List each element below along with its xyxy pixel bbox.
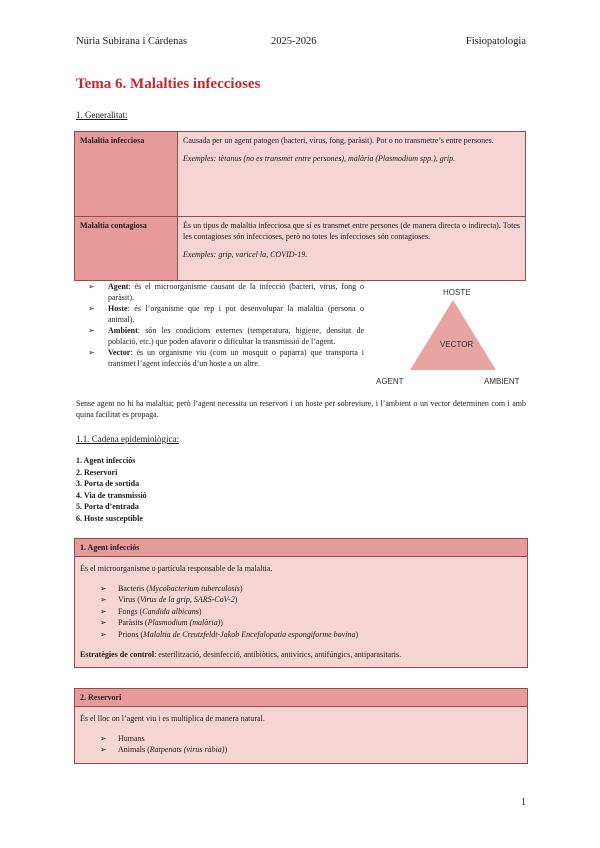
- arrow-bullet-icon: ➢: [100, 595, 107, 605]
- arrow-bullet-icon: ➢: [88, 326, 95, 336]
- list-item: ➢ Paràsits (Plasmodium (malària)): [100, 618, 223, 628]
- arrow-bullet-icon: ➢: [100, 606, 107, 616]
- list-item: ➢ Bacteris (Mycobacterium tuberculosis): [100, 583, 243, 593]
- box-intro: És el microorganisme o partícula responsable de la malaltia.: [80, 564, 273, 573]
- arrow-bullet-icon: ➢: [100, 629, 107, 639]
- list-item: [88, 348, 364, 369]
- bullet-term: Agent: [108, 282, 129, 291]
- bullet-text: : és l’organisme que rep i pot desenvolupar la malaltia (persona o animal).: [108, 304, 364, 324]
- bullet-text: : són les condicions externes (temperatura, higiene, densitat de població, etc.) que poden afavorir o dificultar la transmissió de l’agent.: [108, 326, 364, 346]
- list-item: 5. Porta d’entrada: [76, 502, 139, 512]
- bullet-term: Ambient: [108, 326, 138, 336]
- box-body: [75, 707, 527, 763]
- arrow-bullet-icon: ➢: [100, 583, 107, 593]
- arrow-bullet-icon: ➢: [100, 733, 107, 743]
- arrow-bullet-icon: ➢: [88, 304, 95, 314]
- definition-cell: [178, 132, 526, 217]
- page-title: Tema 6. Malalties infeccioses: [76, 76, 261, 92]
- arrow-bullet-icon: ➢: [88, 282, 95, 291]
- definition-example: Exemples: grip, varicel·la, COVID-19.: [183, 249, 308, 259]
- box-heading: 1. Agent infecciós: [75, 539, 527, 557]
- list-item: [88, 282, 364, 303]
- triangle-label-ambient: AMBIENT: [484, 377, 520, 386]
- list-item: [88, 304, 364, 325]
- bullet-text: : és un organisme viu (com un mosquit o paparra) que transporta i transmet l’agent infecciós d’un hoste a un altre.: [108, 348, 364, 368]
- bullet-text: : és el microorganisme causant de la infecció (bacteri, virus, fong o paràsit).: [108, 282, 364, 302]
- triangle-label-agent: AGENT: [376, 377, 404, 386]
- table-row: [75, 217, 526, 281]
- list-item: 6. Hoste susceptible: [76, 513, 143, 523]
- arrow-bullet-icon: ➢: [100, 618, 107, 628]
- list-item: ➢ Fongs (Candida albicans): [100, 606, 202, 616]
- list-item: 3. Porta de sortida: [76, 479, 140, 489]
- definitions-table: [74, 131, 526, 281]
- box-body: [75, 557, 527, 667]
- definition-text: Causada per un agent patogen (bacteri, virus, fong, paràsit). Pot o no transmetre’s entre persones.: [183, 136, 494, 145]
- table-row: [75, 132, 526, 217]
- arrow-bullet-icon: ➢: [88, 348, 95, 358]
- box-intro: És el lloc on l’agent viu i es multiplica de manera natural.: [80, 714, 265, 723]
- triangle-label-hoste: HOSTE: [443, 288, 471, 297]
- definition-term: Malaltia contagiosa: [75, 217, 178, 281]
- box-heading: 2. Reservori: [75, 689, 527, 707]
- section-heading-cadena: 1.1. Cadena epidemiològica:: [76, 434, 179, 444]
- concept-bullet-list: [88, 282, 364, 370]
- list-item: ➢ Humans: [100, 733, 145, 743]
- reservori-box: [74, 688, 528, 764]
- triangle-label-vector: VECTOR: [440, 340, 474, 349]
- control-strategies: Estratègies de control: esterilització, desinfecció, antibiòtics, antivírics, antifúngics, antiparasitaris.: [80, 649, 402, 659]
- list-item: ➢ Virus (Virus de la grip, SARS-CoV-2): [100, 595, 238, 605]
- list-item: [88, 326, 364, 347]
- list-item: 1. Agent infecciós: [76, 456, 136, 465]
- list-item: ➢ Animals (Ratpenats (virus ràbia)): [100, 745, 228, 755]
- page-number: 1: [521, 797, 526, 808]
- header-author: Núria Subirana i Cárdenas: [76, 36, 188, 47]
- definition-cell: [178, 217, 526, 281]
- list-item: 2. Reservori: [76, 467, 118, 477]
- header-subject: Fisiopatologia: [465, 36, 526, 47]
- summary-paragraph: Sense agent no hi ha malaltia; però l’agent necessita un reservori i un hoste per sobreviure, i l’ambient o un vector determinen com i amb quina facilitat es propaga.: [76, 399, 526, 420]
- list-item: ➢ Prions (Malaltia de Creutzfeldt-Jakob Encefalopatia espongiforme bovina): [100, 629, 359, 639]
- triangle-shape: [410, 300, 496, 370]
- definition-example: Exemples: tètanus (no es transmet entre persones), malària (Plasmodium spp.), grip.: [183, 153, 456, 163]
- section-heading-generalitat: 1. Generalitat:: [76, 110, 128, 120]
- bullet-term: Hoste: [108, 304, 128, 314]
- list-item: 4. Via de transmissió: [76, 490, 147, 500]
- epidemiological-triangle-diagram: [370, 284, 536, 390]
- definition-term: Malaltia infecciosa: [75, 132, 178, 217]
- arrow-bullet-icon: ➢: [100, 745, 107, 755]
- header-year: 2025-2026: [271, 36, 317, 47]
- epidemiological-chain-list: [76, 455, 147, 525]
- bullet-term: Vector: [108, 348, 131, 358]
- agent-infeccios-box: [74, 538, 528, 668]
- definition-text: És un tipus de malaltia infecciosa que sí es transmet entre persones (de manera directa o indirecta). Totes les contagioses són infeccioses, però no totes les infeccioses són contagioses.: [183, 221, 520, 241]
